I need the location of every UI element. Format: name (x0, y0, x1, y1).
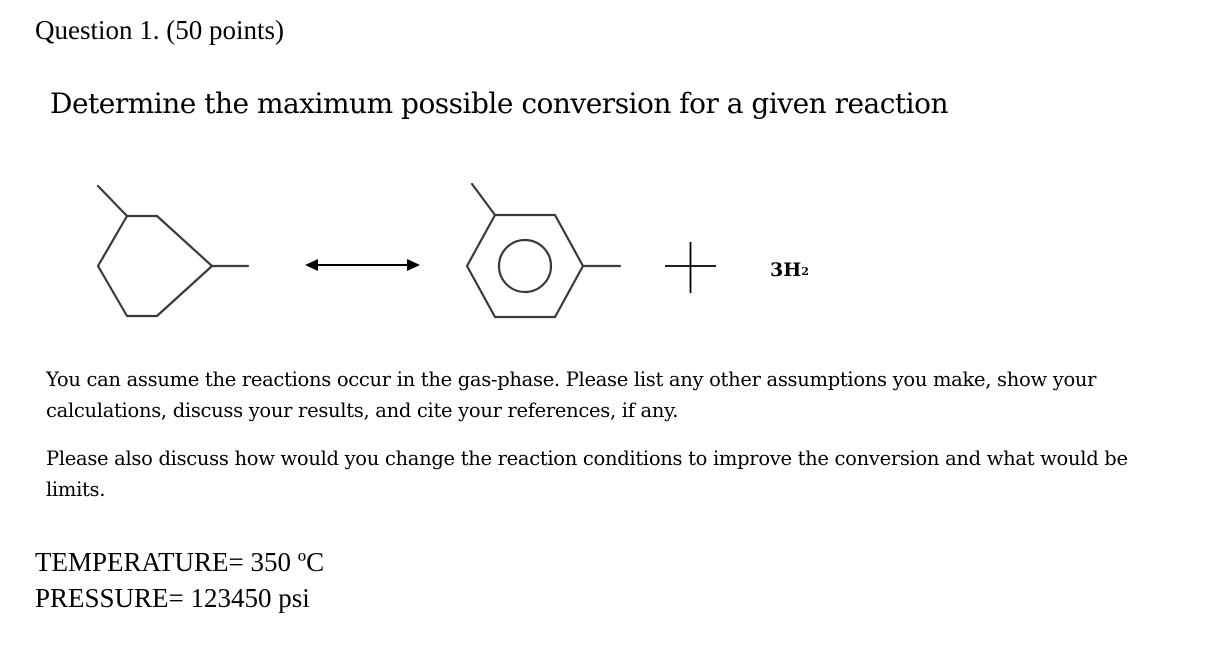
temperature-condition: TEMPERATURE= 350 ºC (35, 547, 325, 577)
plus-sign (665, 242, 716, 293)
reaction-scheme (0, 170, 1212, 340)
task-heading: Determine the maximum possible conversion for a given reaction (50, 87, 949, 120)
product-hydrogen (770, 259, 809, 281)
product-toluene (467, 184, 620, 317)
equilibrium-arrow (305, 259, 420, 271)
hydrogen-subscript: 2 (801, 265, 809, 278)
instructions-paragraph-2: Please also discuss how would you change the reaction conditions to improve the conversion and what would be limits. (46, 447, 1128, 501)
instructions-paragraph-1: You can assume the reactions occur in the gas-phase. Please list any other assumptions you make, show your calculations, discuss your results, and cite your references, if any. (46, 368, 1097, 422)
reactant-methylcyclohexane (98, 186, 248, 316)
question-title: Question 1. (50 points) (35, 15, 284, 45)
hydrogen-coefficient: 3 (770, 259, 784, 281)
hydrogen-symbol: H (783, 259, 802, 281)
pressure-condition: PRESSURE= 123450 psi (35, 583, 310, 613)
